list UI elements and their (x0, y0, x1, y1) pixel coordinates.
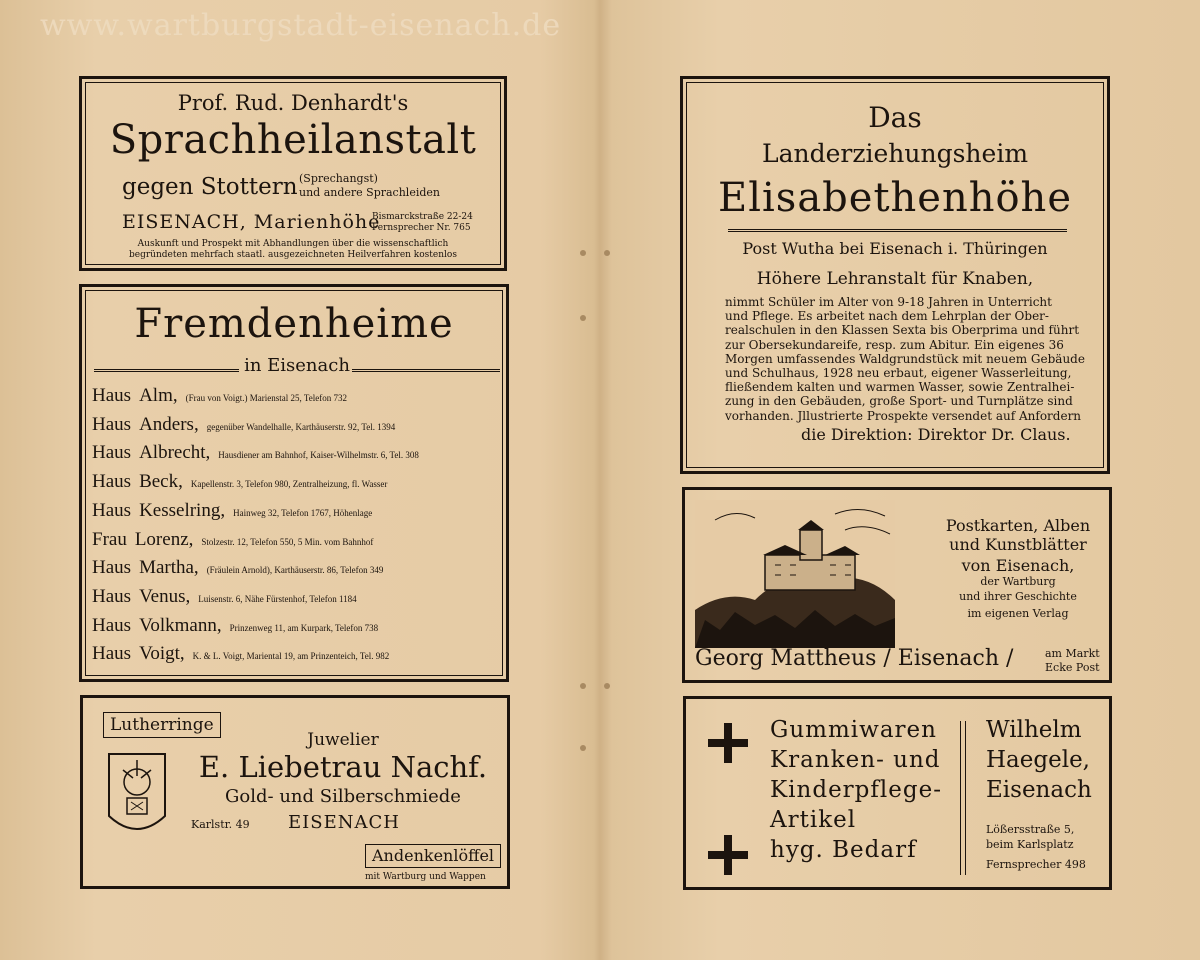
ad-text: und Kunstblätter (949, 535, 1087, 554)
ad-phone: Fernsprecher 498 (986, 858, 1086, 871)
ad-title: E. Liebetrau Nachf. (198, 750, 488, 784)
ad-sprachheilanstalt (79, 76, 507, 271)
list-item-details: Kapellenstr. 3, Telefon 980, Zentralheizung, fl. Wasser (190, 479, 388, 490)
ad-address: Ecke Post (1045, 661, 1100, 674)
watermark: www.wartburgstadt-eisenach.de (40, 8, 562, 43)
ad-elisabethenhoehe (680, 76, 1110, 474)
list-item-name: Kesselring, (139, 499, 226, 521)
ad-text: Juwelier (307, 730, 379, 750)
ad-title: Georg Mattheus / Eisenach / (695, 646, 1014, 671)
list-item-name: Martha, (139, 557, 199, 579)
list-item-details: Hainweg 32, Telefon 1767, Höhenlage (233, 507, 373, 518)
ad-subheading: Gold- und Silberschmiede (225, 786, 461, 807)
list-item-name: Alm, (139, 385, 178, 406)
list-item (92, 557, 383, 579)
ad-text: im eigenen Verlag (967, 607, 1069, 620)
product-item: Artikel (770, 807, 857, 833)
list-item-details: (Fräulein Arnold), Karthäuserstr. 86, Telefon 349 (206, 565, 384, 576)
ad-text: und andere Sprachleiden (299, 186, 440, 199)
list-item-name: Lorenz, (134, 528, 194, 550)
body-line: nimmt Schüler im Alter von 9-18 Jahren in Unterricht (725, 295, 1052, 309)
ad-text: Postkarten, Alben (945, 516, 1091, 535)
cross-icon (708, 723, 748, 763)
andenkenloeffel-label: Andenkenlöffel (365, 844, 501, 868)
list-item-name: Haus (92, 413, 132, 435)
list-item (92, 643, 389, 665)
list-item-details: gegenüber Wandelhalle, Karthäuserstr. 92, Tel. 1394 (206, 421, 396, 432)
ad-text: und ihrer Geschichte (959, 590, 1077, 603)
list-item-details: K. & L. Voigt, Mariental 19, am Prinzenteich, Tel. 982 (192, 651, 390, 662)
binding-hole (580, 683, 586, 689)
list-item-name: Haus (92, 557, 132, 579)
ad-title: Fremdenheime (134, 301, 454, 347)
divider (94, 369, 239, 372)
ad-heading: Prof. Rud. Denhardt's (177, 91, 409, 115)
binding-hole (580, 745, 586, 751)
list-item-name: Beck, (139, 471, 183, 493)
binding-hole (604, 683, 610, 689)
list-item-name: Anders, (139, 413, 199, 435)
list-item (92, 385, 347, 407)
ad-address: Karlstr. 49 (191, 818, 250, 831)
list-item (92, 529, 373, 551)
list-item-name: Frau (92, 528, 127, 550)
ad-subheading: Höhere Lehranstalt für Knaben, (756, 269, 1034, 289)
ad-note: begründeten mehrfach staatl. ausgezeichneten Heilverfahren kostenlos (129, 250, 457, 260)
body-line: fließendem kalten und warmen Wasser, sowie Zentralhei- (725, 380, 1075, 395)
ad-phone: Fernsprecher Nr. 765 (372, 223, 471, 233)
product-item: Kranken- und (770, 747, 941, 773)
list-item (92, 414, 395, 436)
list-item-details: Stolzestr. 12, Telefon 550, 5 Min. vom Bahnhof (201, 536, 374, 547)
ad-name: Haegele, (986, 747, 1090, 773)
ad-heading: Das (868, 101, 922, 134)
divider (728, 229, 1067, 232)
wartburg-illustration (695, 500, 895, 648)
ad-address: Post Wutha bei Eisenach i. Thüringen (742, 239, 1048, 258)
ad-subheading: gegen Stottern (122, 174, 298, 200)
body-line: vorhanden. Jllustrierte Prospekte versendet auf Anfordern (725, 408, 1082, 423)
list-item-name: Haus (92, 585, 132, 607)
body-line: Morgen umfassendes Waldgrundstück mit neuem Gebäude (725, 351, 1085, 366)
ad-subheading: in Eisenach (244, 355, 350, 376)
ad-subheading: Landerziehungsheim (761, 139, 1029, 168)
body-line: zung in den Gebäuden, große Sport- und Turnplätze sind (725, 394, 1073, 409)
ad-body-text (725, 295, 1085, 423)
ad-city: Eisenach (986, 777, 1092, 803)
list-item (92, 586, 357, 608)
ad-address: beim Karlsplatz (986, 838, 1074, 851)
list-item-name: Voigt, (139, 643, 185, 665)
ad-address: am Markt (1045, 647, 1100, 660)
ad-title: Sprachheilanstalt (109, 117, 477, 163)
list-item-name: Haus (92, 471, 132, 493)
luther-ring-icon (103, 746, 171, 842)
ad-city: EISENACH, Marienhöhe (122, 211, 381, 233)
ad-text: von Eisenach, (961, 556, 1075, 575)
list-item (92, 471, 387, 493)
ad-haegele (683, 696, 1112, 890)
list-item (92, 615, 378, 637)
ad-name: Wilhelm (986, 717, 1082, 743)
product-item: hyg. Bedarf (770, 837, 917, 863)
list-item (92, 500, 372, 522)
ad-fremdenheime (79, 284, 509, 682)
ad-title: Elisabethenhöhe (718, 175, 1072, 221)
ad-address: Lößersstraße 5, (986, 823, 1075, 836)
ad-liebetrau (80, 695, 510, 889)
ad-signature: die Direktion: Direktor Dr. Claus. (801, 425, 1071, 444)
list-item-details: Luisenstr. 6, Nähe Fürstenhof, Telefon 1184 (198, 593, 357, 604)
divider (352, 369, 500, 372)
divider (960, 721, 966, 875)
product-item: Kinderpflege- (770, 777, 942, 803)
list-item-name: Haus (92, 614, 132, 636)
list-item-name: Haus (92, 442, 132, 464)
binding-hole (580, 315, 586, 321)
list-item-name: Haus (92, 499, 132, 521)
list-item-name: Volkmann, (139, 614, 222, 636)
list-item-name: Haus (92, 643, 132, 665)
lutherringe-label: Lutherringe (103, 712, 221, 738)
ad-text: der Wartburg (980, 575, 1056, 588)
ad-text: (Sprechangst) (299, 172, 378, 185)
list-item-details: Prinzenweg 11, am Kurpark, Telefon 738 (229, 622, 379, 633)
ad-note: Auskunft und Prospekt mit Abhandlungen über die wissenschaftlich (137, 239, 449, 249)
list-item (92, 442, 419, 464)
list-item-name: Venus, (139, 585, 191, 607)
cross-icon (708, 835, 748, 875)
binding-hole (580, 250, 586, 256)
binding-hole (604, 250, 610, 256)
ad-text: mit Wartburg und Wappen (365, 872, 486, 882)
body-line: und Schulhaus, 1928 neu erbaut, eigener Wasserleitung, (725, 366, 1072, 381)
list-item-details: (Frau von Voigt.) Marienstal 25, Telefon 732 (185, 393, 347, 403)
ad-address: Bismarckstraße 22-24 (372, 212, 473, 222)
ad-mattheus (682, 487, 1112, 683)
list-item-name: Albrecht, (139, 442, 211, 464)
ad-city: EISENACH (288, 812, 400, 833)
body-line: zur Obersekundareife, resp. zum Abitur. Ein eigenes 36 (725, 337, 1064, 352)
body-line: realschulen in den Klassen Sexta bis Oberprima und führt (725, 323, 1080, 338)
list-item-name: Haus (92, 385, 132, 406)
product-item: Gummiwaren (770, 717, 937, 743)
body-line: und Pflege. Es arbeitet nach dem Lehrplan der Ober- (725, 309, 1049, 324)
list-item-details: Hausdiener am Bahnhof, Kaiser-Wilhelmstr. 6, Tel. 308 (218, 450, 419, 461)
